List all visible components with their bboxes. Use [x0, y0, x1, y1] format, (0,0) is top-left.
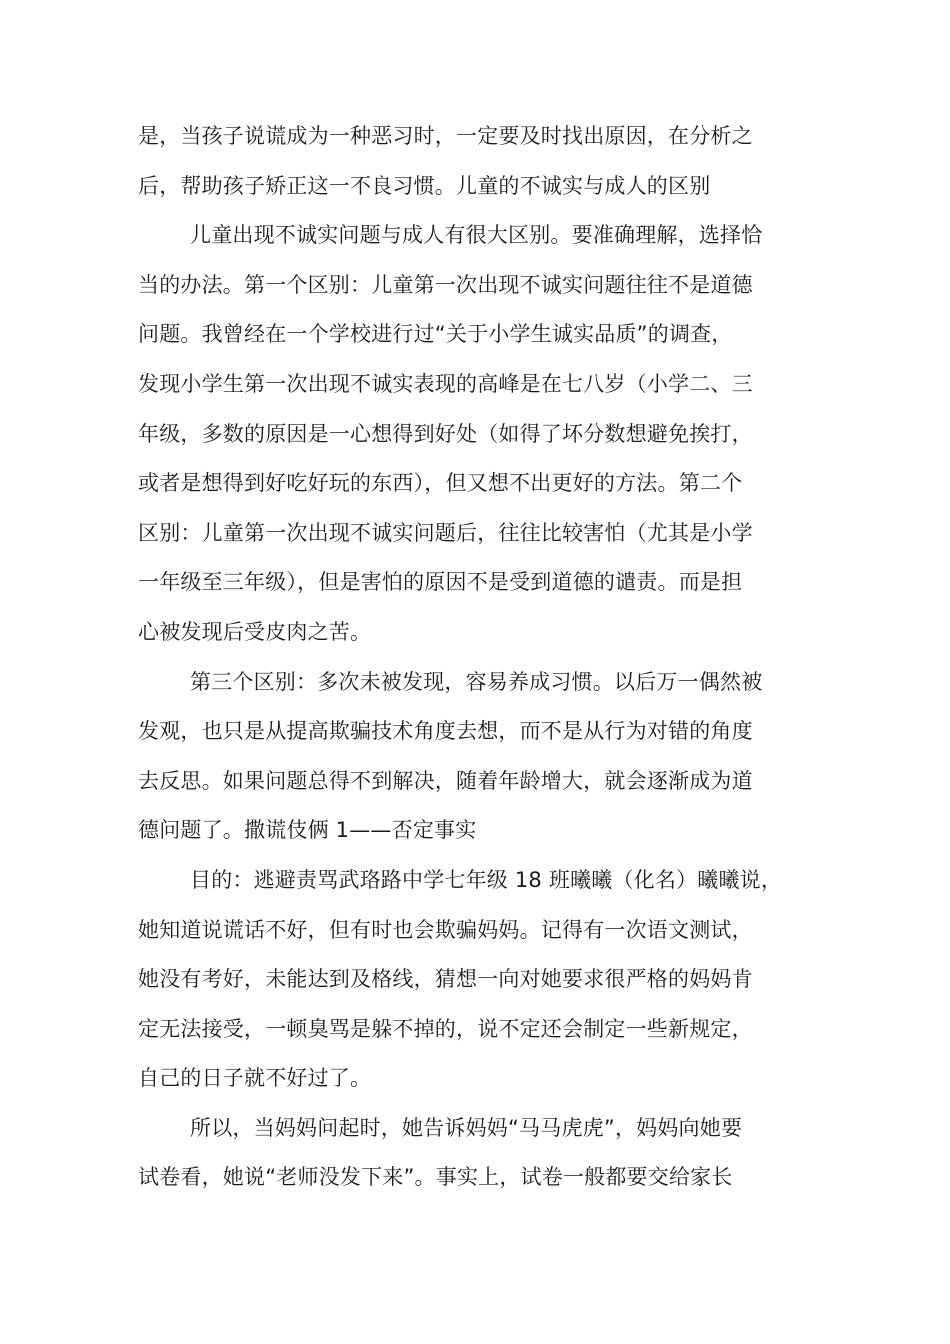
text-line: 当的办法。第一个区别：儿童第一次出现不诚实问题往往不是道德: [138, 272, 753, 297]
text-line: 儿童出现不诚实问题与成人有很大区别。要准确理解，选择恰: [190, 223, 763, 248]
text-line: 问题。我曾经在一个学校进行过“关于小学生诚实品质”的调查，: [138, 322, 733, 347]
text-line: 发现小学生第一次出现不诚实表现的高峰是在七八岁（小学二、三: [138, 371, 753, 396]
document-body: [138, 112, 818, 1203]
text-line: 她知道说谎话不好，但有时也会欺骗妈妈。记得有一次语文测试，: [138, 917, 753, 942]
text-line: 德问题了。撒谎伎俩 1——否定事实: [138, 818, 477, 843]
text-line: 所以，当妈妈问起时，她告诉妈妈“马马虎虎”，妈妈向她要: [190, 1115, 743, 1140]
text-line: 目的：逃避责骂武珞路中学七年级 18 班曦曦（化名）曦曦说，: [190, 867, 783, 892]
text-line: 发观，也只是从提高欺骗技术角度去想，而不是从行为对错的角度: [138, 719, 753, 744]
text-line: 定无法接受，一顿臭骂是躲不掉的，说不定还会制定一些新规定，: [138, 1016, 753, 1041]
text-line: 自己的日子就不好过了。: [138, 1066, 372, 1091]
text-line: 第三个区别：多次未被发现，容易养成习惯。以后万一偶然被: [190, 669, 763, 694]
text-line: 或者是想得到好吃好玩的东西），但又想不出更好的方法。第二个: [138, 471, 743, 496]
text-line: 后，帮助孩子矫正这一不良习惯。儿童的不诚实与成人的区别: [138, 173, 711, 198]
text-line: 是，当孩子说谎成为一种恶习时，一定要及时找出原因，在分析之: [138, 124, 753, 148]
text-line: 去反思。如果问题总得不到解决，随着年龄增大，就会逐渐成为道: [138, 768, 753, 793]
text-line: 年级，多数的原因是一心想得到好处（如得了坏分数想避免挨打，: [138, 421, 753, 446]
text-line: 心被发现后受皮肉之苦。: [138, 619, 372, 644]
text-line: 区别：儿童第一次出现不诚实问题后，往往比较害怕（尤其是小学: [138, 520, 753, 545]
text-line: 她没有考好，未能达到及格线，猜想一向对她要求很严格的妈妈肯: [138, 967, 753, 992]
text-line: 试卷看，她说“老师没发下来”。事实上，试卷一般都要交给家长: [138, 1165, 733, 1190]
text-line: 一年级至三年级），但是害怕的原因不是受到道德的谴责。而是担: [138, 570, 743, 595]
